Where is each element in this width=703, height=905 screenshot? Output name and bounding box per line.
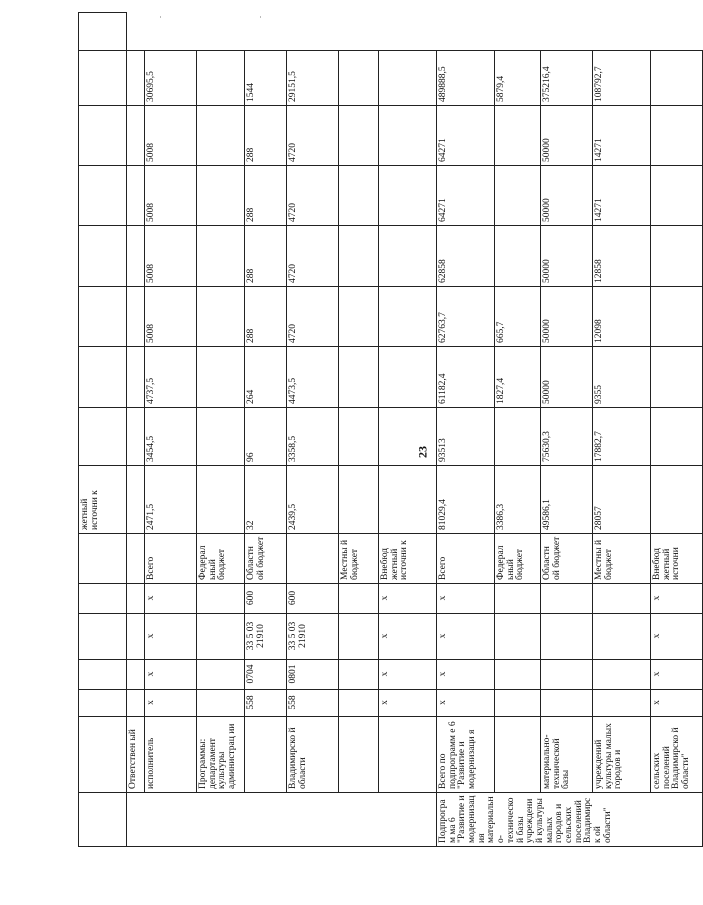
source-cell: жетный источни к xyxy=(79,466,127,534)
rzpr-cell xyxy=(495,660,541,690)
value-cell xyxy=(339,408,379,466)
value-cell: 1544 xyxy=(245,51,287,106)
vr-cell: x xyxy=(379,584,437,614)
value-cell xyxy=(127,51,145,106)
table-row xyxy=(79,13,127,847)
value-cell xyxy=(339,51,379,106)
grbs-cell xyxy=(593,690,651,717)
value-cell: 81029,4 xyxy=(437,466,495,534)
grbs-cell: x xyxy=(651,690,703,717)
value-cell: 96 xyxy=(245,408,287,466)
value-cell xyxy=(495,166,541,226)
value-cell: 5879,4 xyxy=(495,51,541,106)
value-cell: 264 xyxy=(245,347,287,408)
value-cell: 3358,5 xyxy=(287,408,339,466)
value-cell xyxy=(379,347,437,408)
empty-cell xyxy=(79,584,127,614)
source-cell: Федерал ьный бюджет xyxy=(197,534,245,584)
empty-cell xyxy=(79,717,127,793)
grbs-cell: 558 xyxy=(287,690,339,717)
vr-cell xyxy=(339,584,379,614)
value-cell: 14271 xyxy=(593,106,651,166)
value-cell xyxy=(197,466,245,534)
table-row xyxy=(287,13,339,847)
value-cell: 50000 xyxy=(541,106,593,166)
value-cell: 30695,5 xyxy=(145,51,197,106)
value-cell xyxy=(197,226,245,287)
value-cell xyxy=(495,408,541,466)
vr-cell: x xyxy=(651,584,703,614)
responsible-cell xyxy=(495,717,541,793)
rzpr-cell xyxy=(593,660,651,690)
grbs-cell xyxy=(197,690,245,717)
value-cell xyxy=(79,13,127,51)
value-cell: 62763,7 xyxy=(437,287,495,347)
value-cell: 4720 xyxy=(287,226,339,287)
table-row xyxy=(197,13,245,847)
value-cell: 64271 xyxy=(437,166,495,226)
value-cell xyxy=(79,347,127,408)
value-cell xyxy=(651,466,703,534)
value-cell xyxy=(379,106,437,166)
value-cell: 62858 xyxy=(437,226,495,287)
source-cell: Всего xyxy=(145,534,197,584)
grbs-cell xyxy=(541,690,593,717)
rzpr-cell: x xyxy=(379,660,437,690)
value-cell xyxy=(379,226,437,287)
value-cell xyxy=(79,408,127,466)
value-cell xyxy=(127,347,145,408)
empty-cell xyxy=(79,793,127,847)
value-cell xyxy=(651,408,703,466)
rzpr-cell xyxy=(127,660,145,690)
value-cell: 288 xyxy=(245,166,287,226)
value-cell xyxy=(379,287,437,347)
responsible-cell: учреждений культуры малых городов и xyxy=(593,717,651,793)
value-cell: 75630,3 xyxy=(541,408,593,466)
value-cell: 28057 xyxy=(593,466,651,534)
value-cell xyxy=(79,287,127,347)
value-cell xyxy=(127,166,145,226)
value-cell: 665,7 xyxy=(495,287,541,347)
responsible-cell: Ответствен ый xyxy=(127,717,145,793)
value-cell: 1827,4 xyxy=(495,347,541,408)
value-cell: 288 xyxy=(245,287,287,347)
vr-cell: x xyxy=(437,584,495,614)
value-cell xyxy=(127,408,145,466)
source-cell: Всего xyxy=(437,534,495,584)
value-cell: 93513 xyxy=(437,408,495,466)
value-cell xyxy=(651,347,703,408)
value-cell xyxy=(379,51,437,106)
grbs-cell: x xyxy=(437,690,495,717)
value-cell: 9355 xyxy=(593,347,651,408)
scan-mark xyxy=(160,16,161,18)
grbs-cell xyxy=(127,690,145,717)
vr-cell xyxy=(197,584,245,614)
value-cell xyxy=(339,347,379,408)
source-cell: Федерал ьный бюджет xyxy=(495,534,541,584)
table-row xyxy=(495,13,541,847)
value-cell xyxy=(379,166,437,226)
value-cell: 4737,5 xyxy=(145,347,197,408)
value-cell: 2439,5 xyxy=(287,466,339,534)
value-cell xyxy=(197,287,245,347)
grbs-cell xyxy=(495,690,541,717)
value-cell: 5008 xyxy=(145,106,197,166)
value-cell xyxy=(197,166,245,226)
responsible-cell: Программы: департамент культуры администрац ии xyxy=(197,717,245,793)
table-row xyxy=(145,13,197,847)
vr-cell: x xyxy=(145,584,197,614)
source-cell: Местны й бюджет xyxy=(593,534,651,584)
csr-cell: 33 5 03 21910 xyxy=(245,614,287,660)
value-cell xyxy=(651,166,703,226)
value-cell: 50000 xyxy=(541,226,593,287)
source-cell: Местны й бюджет xyxy=(339,534,379,584)
value-cell: 288 xyxy=(245,106,287,166)
rzpr-cell: x xyxy=(651,660,703,690)
source-cell xyxy=(127,534,145,584)
empty-cell xyxy=(79,534,127,584)
vr-cell xyxy=(593,584,651,614)
table-row xyxy=(379,13,437,847)
value-cell xyxy=(651,226,703,287)
value-cell: 29151,5 xyxy=(287,51,339,106)
value-cell xyxy=(197,408,245,466)
empty-cell xyxy=(79,690,127,717)
value-cell xyxy=(495,106,541,166)
empty-cell xyxy=(79,660,127,690)
vr-cell xyxy=(541,584,593,614)
csr-cell xyxy=(593,614,651,660)
value-cell xyxy=(339,287,379,347)
vr-cell: 600 xyxy=(287,584,339,614)
scan-mark xyxy=(260,16,261,18)
value-cell: 5008 xyxy=(145,226,197,287)
value-cell xyxy=(79,51,127,106)
csr-cell: x xyxy=(651,614,703,660)
responsible-cell xyxy=(339,717,379,793)
value-cell: 108792,7 xyxy=(593,51,651,106)
value-cell: 288 xyxy=(245,226,287,287)
value-cell: 50000 xyxy=(541,287,593,347)
value-cell: 5008 xyxy=(145,287,197,347)
value-cell: 489888,5 xyxy=(437,51,495,106)
grbs-cell xyxy=(339,690,379,717)
value-cell: 2471,5 xyxy=(145,466,197,534)
value-cell: 12858 xyxy=(593,226,651,287)
value-cell: 61182,4 xyxy=(437,347,495,408)
responsible-cell xyxy=(245,717,287,793)
subprogram-name-cell xyxy=(127,793,437,847)
value-cell: 64271 xyxy=(437,106,495,166)
value-cell: 17882,7 xyxy=(593,408,651,466)
value-cell: 50000 xyxy=(541,166,593,226)
rzpr-cell: x xyxy=(437,660,495,690)
rzpr-cell: 0801 xyxy=(287,660,339,690)
value-cell xyxy=(127,226,145,287)
table-row xyxy=(651,13,703,847)
value-cell xyxy=(379,466,437,534)
value-cell xyxy=(127,106,145,166)
value-cell: 3386,3 xyxy=(495,466,541,534)
value-cell: 5008 xyxy=(145,166,197,226)
csr-cell: x xyxy=(379,614,437,660)
source-cell xyxy=(287,534,339,584)
table-row xyxy=(437,13,495,847)
csr-cell xyxy=(127,614,145,660)
value-cell: 50000 xyxy=(541,347,593,408)
responsible-cell: исполнитель xyxy=(145,717,197,793)
responsible-cell xyxy=(379,717,437,793)
rzpr-cell xyxy=(197,660,245,690)
page-number: 23 xyxy=(415,446,430,458)
vr-cell: 600 xyxy=(245,584,287,614)
value-cell xyxy=(197,51,245,106)
value-cell: 375216,4 xyxy=(541,51,593,106)
value-cell: 4720 xyxy=(287,287,339,347)
responsible-cell: сельских поселений Владимирско й области" xyxy=(651,717,703,793)
rzpr-cell xyxy=(541,660,593,690)
source-cell: Внебюд жетный источни xyxy=(651,534,703,584)
table-row xyxy=(339,13,379,847)
csr-cell: x xyxy=(437,614,495,660)
table-row xyxy=(593,13,651,847)
responsible-cell: Владимирско й области xyxy=(287,717,339,793)
value-cell: 4720 xyxy=(287,166,339,226)
value-cell xyxy=(79,226,127,287)
value-cell xyxy=(79,106,127,166)
csr-cell: x xyxy=(145,614,197,660)
source-cell: Внебюд жетный источни к xyxy=(379,534,437,584)
rzpr-cell: 0704 xyxy=(245,660,287,690)
csr-cell xyxy=(495,614,541,660)
value-cell xyxy=(79,166,127,226)
rzpr-cell: x xyxy=(145,660,197,690)
value-cell: 4473,5 xyxy=(287,347,339,408)
value-cell: 49586,1 xyxy=(541,466,593,534)
grbs-cell: 558 xyxy=(245,690,287,717)
value-cell xyxy=(379,408,437,466)
vr-cell xyxy=(127,584,145,614)
rzpr-cell xyxy=(339,660,379,690)
table-row xyxy=(541,13,593,847)
vr-cell xyxy=(495,584,541,614)
responsible-cell: Всего по подпрограмм е 6 "Развитие и модернизаци я xyxy=(437,717,495,793)
csr-cell xyxy=(197,614,245,660)
grbs-cell: x xyxy=(145,690,197,717)
value-cell: 32 xyxy=(245,466,287,534)
value-cell: 3454,5 xyxy=(145,408,197,466)
table-row xyxy=(127,13,145,847)
value-cell xyxy=(651,287,703,347)
value-cell xyxy=(339,466,379,534)
value-cell xyxy=(127,287,145,347)
value-cell: 12098 xyxy=(593,287,651,347)
value-cell xyxy=(339,106,379,166)
subprogram-name-cell: Подпрограм ма 6 "Развитие и модернизац ия материальн о-техническо й базы учреждений культуры малых городов и сельских поселений Владимирск ой области" xyxy=(437,793,703,847)
csr-cell xyxy=(339,614,379,660)
value-cell xyxy=(651,51,703,106)
value-cell xyxy=(339,166,379,226)
value-cell xyxy=(197,347,245,408)
value-cell xyxy=(339,226,379,287)
value-cell xyxy=(651,106,703,166)
value-cell xyxy=(127,466,145,534)
value-cell xyxy=(197,106,245,166)
value-cell: 4720 xyxy=(287,106,339,166)
csr-cell: 33 5 03 21910 xyxy=(287,614,339,660)
source-cell: Областн ой бюджет xyxy=(245,534,287,584)
csr-cell xyxy=(541,614,593,660)
source-cell: Областн ой бюджет xyxy=(541,534,593,584)
grbs-cell: x xyxy=(379,690,437,717)
empty-cell xyxy=(79,614,127,660)
value-cell: 14271 xyxy=(593,166,651,226)
responsible-cell: материально- технической базы xyxy=(541,717,593,793)
value-cell xyxy=(495,226,541,287)
budget-table xyxy=(78,12,703,847)
table-row xyxy=(245,13,287,847)
